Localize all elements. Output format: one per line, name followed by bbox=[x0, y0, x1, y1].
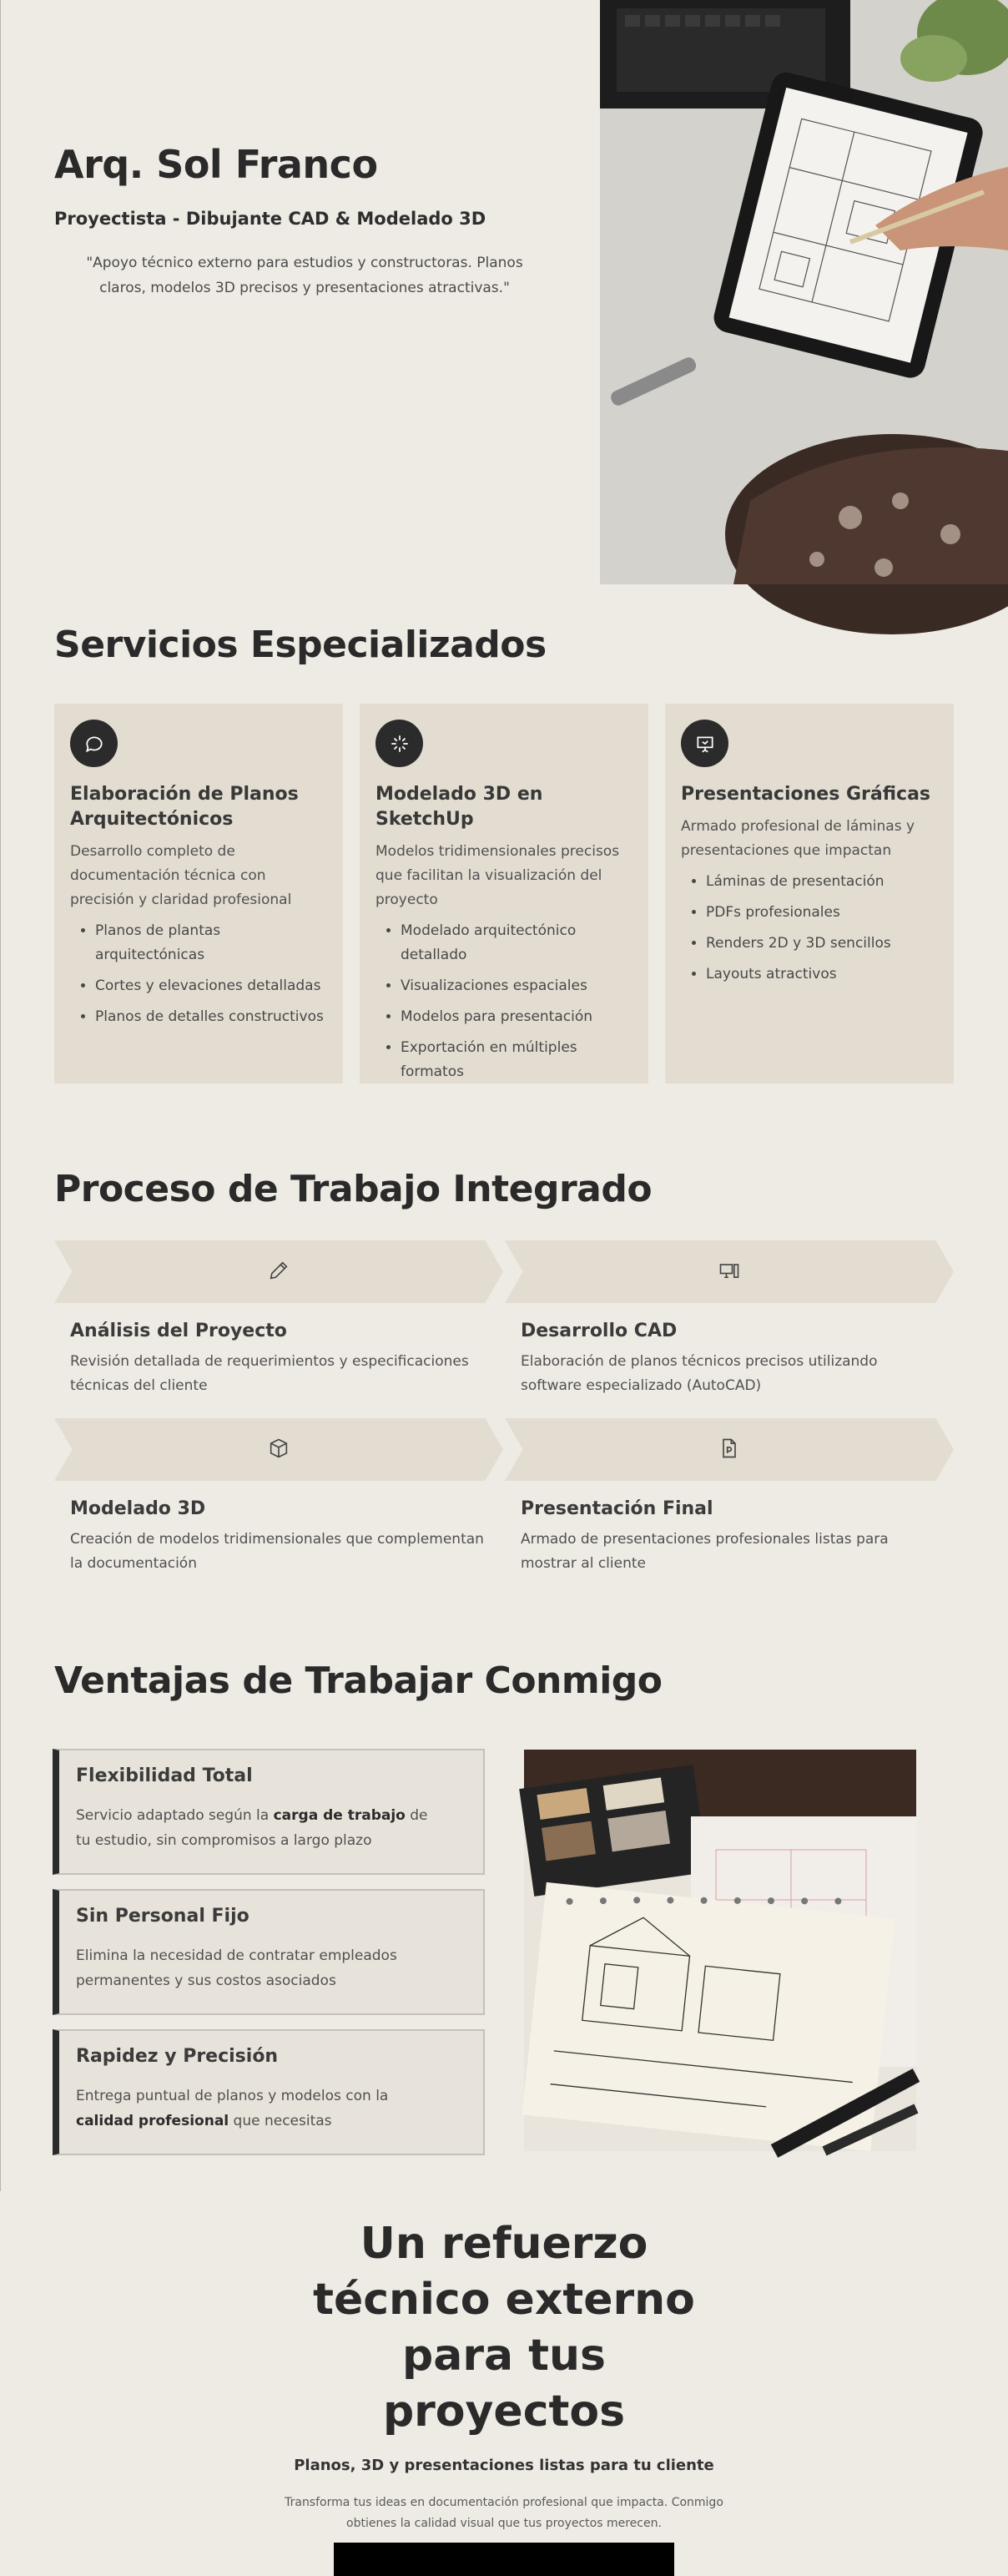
step-description: Armado de presentaciones profesionales listas para mostrar al cliente bbox=[521, 1531, 889, 1572]
process-title: Proceso de Trabajo Integrado bbox=[54, 1168, 653, 1210]
advantage-title: Flexibilidad Total bbox=[76, 1765, 253, 1786]
step-banner bbox=[54, 1418, 503, 1481]
step-banner bbox=[505, 1418, 954, 1481]
service-card-modelado bbox=[360, 704, 648, 1083]
advantage-description: Elimina la necesidad de contratar empleados permanentes y sus costos asociados bbox=[76, 1947, 397, 1989]
cta-subtitle: Planos, 3D y presentaciones listas para tu cliente bbox=[294, 2457, 714, 2474]
service-card-presentaciones bbox=[665, 704, 954, 1083]
service-description: Desarrollo completo de documentación técnica con precisión y claridad profesional bbox=[70, 843, 292, 908]
services-title: Servicios Especializados bbox=[54, 624, 547, 666]
service-description: Armado profesional de láminas y presentaciones que impactan bbox=[681, 818, 915, 859]
service-list-item: • Exportación en múltiples formatos bbox=[401, 1036, 633, 1084]
process-step bbox=[54, 1418, 503, 1576]
step-description: Elaboración de planos técnicos precisos utilizando software especializado (AutoCAD) bbox=[521, 1353, 878, 1394]
service-list-item: • Modelado arquitectónico detallado bbox=[401, 919, 633, 967]
service-list-item: • Planos de detalles constructivos bbox=[95, 1005, 327, 1029]
service-list-item: • Planos de plantas arquitectónicas bbox=[95, 919, 327, 967]
step-banner bbox=[505, 1240, 954, 1303]
cta-section bbox=[0, 2216, 1008, 2576]
hero-title: Arq. Sol Franco bbox=[54, 142, 378, 187]
advantage-card bbox=[53, 1889, 485, 2015]
step-description: Revisión detallada de requerimientos y especificaciones técnicas del cliente bbox=[70, 1353, 469, 1394]
advantages-title: Ventajas de Trabajar Conmigo bbox=[54, 1659, 663, 1702]
step-title: Análisis del Proyecto bbox=[70, 1321, 287, 1341]
hero-photo-tablet-drawing bbox=[600, 0, 1008, 584]
advantage-highlight: carga de trabajo bbox=[273, 1807, 406, 1824]
service-list-item: • Visualizaciones espaciales bbox=[401, 974, 633, 998]
service-list-item: • PDFs profesionales bbox=[706, 901, 938, 925]
computer-icon bbox=[718, 1259, 741, 1285]
step-title: Modelado 3D bbox=[70, 1498, 206, 1519]
hero-quote: "Apoyo técnico externo para estudios y constructoras. Planos claros, modelos 3D precisos y presentaciones atractivas." bbox=[86, 255, 523, 296]
service-list-item: • Láminas de presentación bbox=[706, 870, 938, 894]
cta-button[interactable] bbox=[334, 2543, 674, 2576]
presentation-board-icon bbox=[681, 720, 728, 767]
advantage-text: que necesitas bbox=[229, 2113, 332, 2129]
advantage-highlight: calidad profesional bbox=[76, 2113, 229, 2129]
step-banner bbox=[54, 1240, 503, 1303]
service-list-item: • Cortes y elevaciones detalladas bbox=[95, 974, 327, 998]
process-step bbox=[54, 1240, 503, 1398]
advantage-description bbox=[76, 2084, 443, 2134]
service-title: Modelado 3D en SketchUp bbox=[375, 784, 543, 830]
service-list-item: • Modelos para presentación bbox=[401, 1005, 633, 1029]
hero-section bbox=[0, 0, 1008, 584]
advantages-list bbox=[53, 1749, 485, 2169]
step-title: Desarrollo CAD bbox=[521, 1321, 678, 1341]
cube-icon bbox=[267, 1437, 290, 1463]
hero-subtitle: Proyectista - Dibujante CAD & Modelado 3D bbox=[54, 209, 486, 229]
service-card-planos bbox=[54, 704, 343, 1083]
cta-title: Un refuerzo técnico externo para tus proyectos bbox=[313, 2219, 695, 2437]
process-step bbox=[505, 1418, 954, 1576]
step-description: Creación de modelos tridimensionales que complementan la documentación bbox=[70, 1531, 484, 1572]
advantage-text: Servicio adaptado según la bbox=[76, 1807, 274, 1824]
cta-text: Transforma tus ideas en documentación profesional que impacta. Conmigo obtienes la calidad visual que tus proyectos merecen. bbox=[285, 2496, 723, 2530]
advantages-photo-sketchbook bbox=[524, 1750, 916, 2151]
pencil-icon bbox=[267, 1259, 290, 1285]
chat-bubble-icon bbox=[70, 720, 118, 767]
process-step bbox=[505, 1240, 954, 1398]
service-list-item: • Layouts atractivos bbox=[706, 962, 938, 987]
service-description: Modelos tridimensionales precisos que facilitan la visualización del proyecto bbox=[375, 843, 620, 908]
service-list bbox=[681, 870, 938, 987]
advantage-title: Sin Personal Fijo bbox=[76, 1906, 249, 1927]
service-title: Elaboración de Planos Arquitectónicos bbox=[70, 784, 299, 830]
advantage-text: de tu estudio, sin compromisos a largo plazo bbox=[76, 1807, 428, 1849]
advantage-card bbox=[53, 2029, 485, 2155]
service-list-item: • Renders 2D y 3D sencillos bbox=[706, 932, 938, 956]
service-list bbox=[375, 919, 633, 1084]
services-cards bbox=[54, 704, 954, 1083]
pdf-file-icon bbox=[718, 1437, 741, 1463]
advantage-text: Entrega puntual de planos y modelos con la bbox=[76, 2088, 389, 2104]
advantage-description bbox=[76, 1803, 443, 1853]
advantage-card bbox=[53, 1749, 485, 1875]
service-title: Presentaciones Gráficas bbox=[681, 784, 931, 805]
hero-text bbox=[54, 142, 555, 301]
sparkle-icon bbox=[375, 720, 423, 767]
service-list bbox=[70, 919, 327, 1029]
step-title: Presentación Final bbox=[521, 1498, 713, 1519]
advantage-title: Rapidez y Precisión bbox=[76, 2046, 279, 2067]
